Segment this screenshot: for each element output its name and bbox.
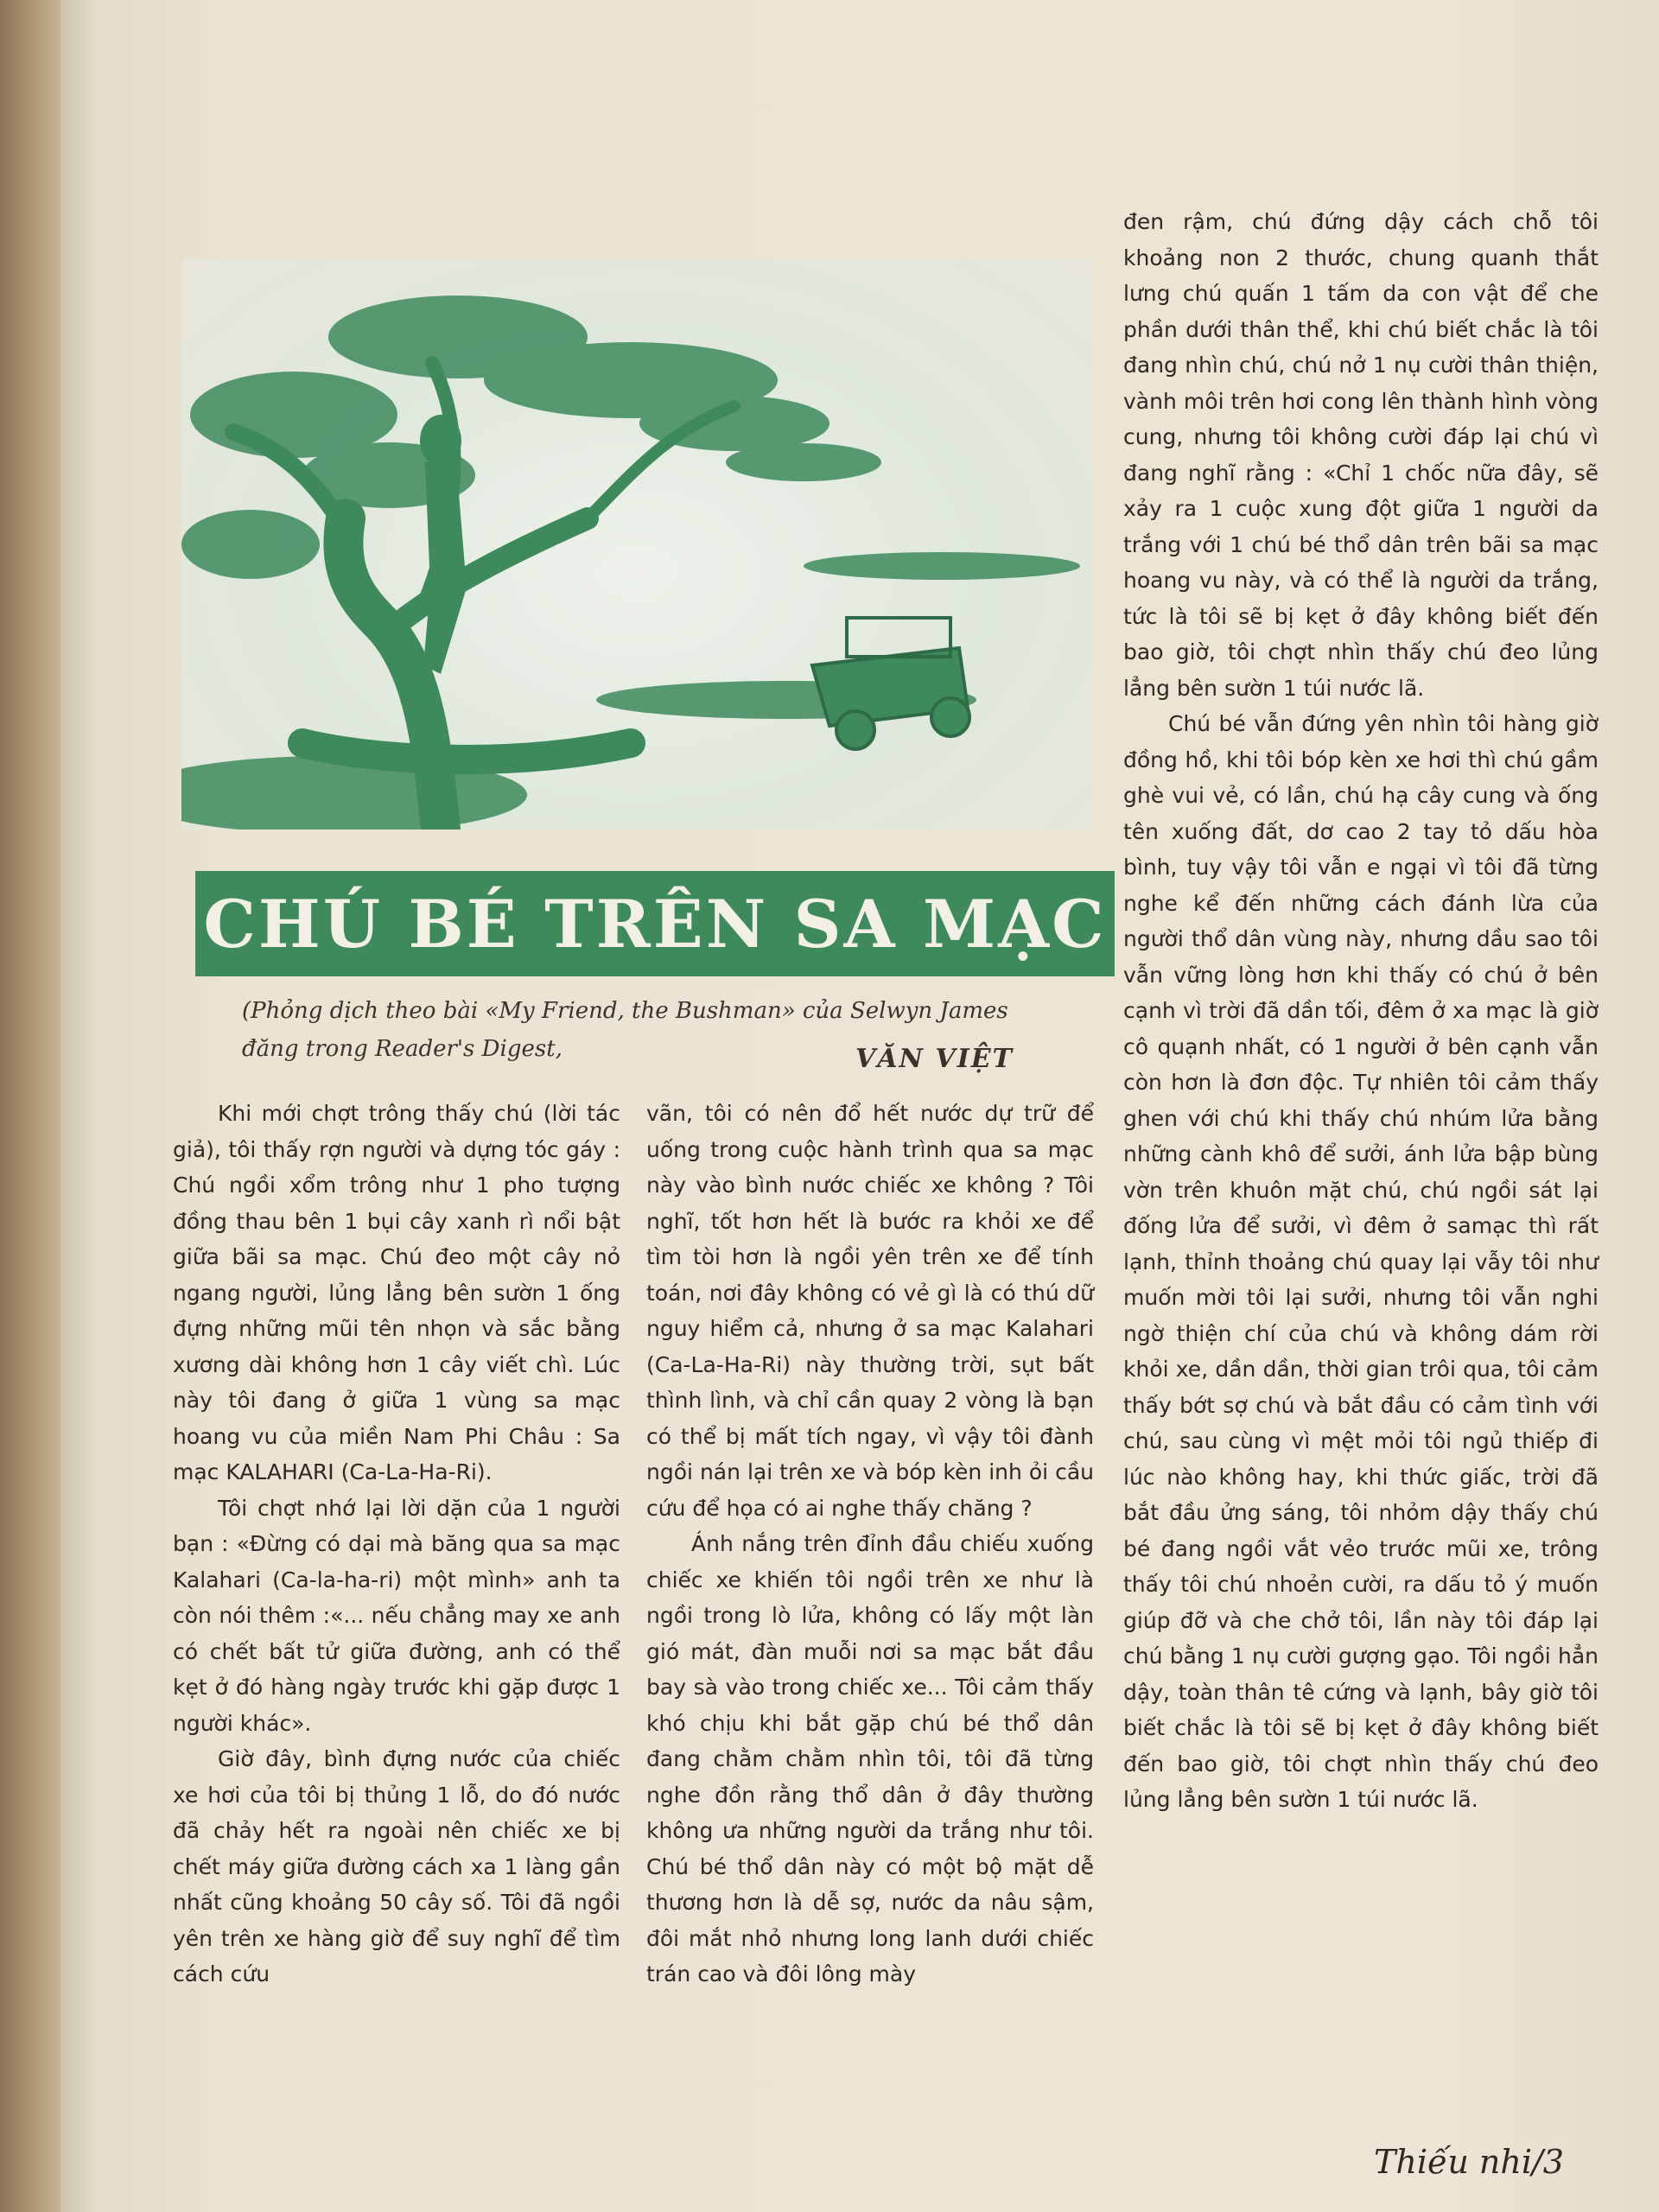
paragraph: Giờ đây, bình đựng nước của chiếc xe hơi của tôi bị thủng 1 lỗ, do đó nước đã chảy hết ra ngoài nên chiếc xe bị chết máy giữa đường cách xa 1 làng gần nhất cũng khoảng 50 cây số. Tôi đã ngồi yên trên xe hàng giờ để suy nghĩ để tìm cách cứu (173, 1746, 620, 1986)
article-column-2 (646, 1096, 1094, 1993)
paragraph: vãn, tôi có nên đổ hết nước dự trữ để uống trong cuộc hành trình qua sa mạc này vào bình nước chiếc xe không ? Tôi nghĩ, tốt hơn hết là bước ra khỏi xe để tìm tòi hơn là ngồi yên trên xe để tính toán, nơi đây không có vẻ gì là có thú dữ nguy hiểm cả, nhưng ở sa mạc Kalahari (Ca-La-Ha-Ri) này thường trời, sụt bất thình lình, và chỉ cần quay 2 vòng là bạn có thể bị mất tích ngay, vì vậy tôi đành ngồi nán lại trên xe và bóp kèn inh ỏi cầu cứu để họa có ai nghe thấy chăng ? (646, 1101, 1094, 1521)
article-column-1 (173, 1096, 620, 1993)
credit-line-1: (Phỏng dịch theo bài «My Friend, the Bushman» của Selwyn James (242, 998, 1008, 1024)
article-column-3 (1123, 204, 1599, 1818)
paragraph: Ánh nắng trên đỉnh đầu chiếu xuống chiếc xe khiến tôi ngồi trên xe như là ngồi trong lò lửa, không có lấy một làn gió mát, đàn muỗi nơi sa mạc bắt đầu bay sà vào trong chiếc xe... Tôi cảm thấy khó chịu khi bắt gặp chú bé thổ dân đang chằm chằm nhìn tôi, tôi đã từng nghe đồn rằng thổ dân ở đây thường không ưa những người da trắng như tôi. Chú bé thổ dân này có một bộ mặt dễ thương hơn là dễ sợ, nước da nâu sậm, đôi mắt nhỏ nhưng long lanh dưới chiếc trán cao và đôi lông mày (646, 1531, 1094, 1986)
author-name: VĂN VIỆT (855, 1044, 1014, 1074)
credit-line-2: đăng trong Reader's Digest, (242, 1036, 563, 1062)
article-title: CHÚ BÉ TRÊN SA MẠC (203, 885, 1107, 963)
paragraph: Tôi chợt nhớ lại lời dặn của 1 người bạn : «Đừng có dại mà băng qua sa mạc Kalahari (Ca-la-ha-ri) một mình» anh ta còn nói thêm :«... nếu chẳng may xe anh có chết bất tử giữa đường, anh có thể kẹt ở đó hàng ngày trước khi gặp được 1 người khác». (173, 1495, 620, 1736)
paragraph: Khi mới chợt trông thấy chú (lời tác giả), tôi thấy rợn người và dựng tóc gáy : Chú ngồi xổm trông như 1 pho tượng đồng thau bên 1 bụi cây xanh rì nổi bật giữa bãi sa mạc. Chú đeo một cây nỏ ngang người, lủng lẳng bên sườn 1 ống đựng những mũi tên nhọn và sắc bằng xương dài không hơn 1 cây viết chì. Lúc này tôi đang ở giữa 1 vùng sa mạc hoang vu của miền Nam Phi Châu : Sa mạc KALAHARI (Ca-La-Ha-Ri). (173, 1101, 620, 1484)
book-spine (0, 0, 60, 2212)
paragraph: đen rậm, chú đứng dậy cách chỗ tôi khoảng non 2 thước, chung quanh thắt lưng chú quấn 1 tấm da con vật để che phần dưới thân thể, khi chú biết chắc là tôi đang nhìn chú, chú nở 1 nụ cười thân thiện, vành môi trên hơi cong lên thành hình vòng cung, nhưng tôi không cười đáp lại chú vì đang nghĩ rằng : «Chỉ 1 chốc nữa đây, sẽ xảy ra 1 cuộc xung đột giữa 1 người da trắng với 1 chú bé thổ dân trên bãi sa mạc hoang vu này, và có thể là người da trắng, tức là tôi sẽ bị kẹt ở đây không biết đến bao giờ, tôi chợt nhìn thấy chú đeo lủng lẳng bên sườn 1 túi nước lã. (1123, 209, 1599, 701)
article-illustration (181, 259, 1093, 830)
article-title-banner (195, 871, 1115, 976)
paragraph: Chú bé vẫn đứng yên nhìn tôi hàng giờ đồng hồ, khi tôi bóp kèn xe hơi thì chú gầm ghè vui vẻ, có lần, chú hạ cây cung và ống tên xuống đất, dơ cao 2 tay tỏ dấu hòa bình, tuy vậy tôi vẫn e ngại vì tôi đã từng nghe kể đến những cách đánh lừa của người thổ dân vùng này, nhưng dầu sao tôi vẫn vững lòng hơn khi thấy có chú ở bên cạnh vì trời đã dần tối, đêm ở xa mạc là giờ cô quạnh nhất, có 1 người ở bên cạnh vẫn còn hơn là đơn độc. Tự nhiên tôi cảm thấy ghen với chú khi thấy chú nhúm lửa bằng những cành khô để sưởi, ánh lửa bập bùng vờn trên khuôn mặt chú, chú ngồi sát lại đống lửa để sưởi, vì đêm ở samạc thì rất lạnh, thỉnh thoảng chú quay lại vẫy tôi như muốn mời tôi lại sưởi, nhưng tôi vẫn nghi ngờ thiện chí của chú và không dám rời khỏi xe, dần dần, thời gian trôi qua, tôi cảm thấy bớt sợ chú và bắt đầu có cảm tình với chú, sau cùng vì mệt mỏi tôi ngủ thiếp đi lúc nào không hay, khi thức giấc, trời đã bắt đầu ửng sáng, tôi nhỏm dậy thấy chú bé đang ngồi vắt vẻo trước mũi xe, trông thấy tôi chú nhoẻn cười, ra dấu tỏ ý muốn giúp đỡ và che chở tôi, lần này tôi đáp lại chú bằng 1 nụ cười gượng gạo. Tôi ngồi hẳn dậy, toàn thân tê cứng và lạnh, bây giờ tôi biết chắc là tôi sẽ bị kẹt ở đây không biết đến bao giờ, tôi chợt nhìn thấy chú đeo lủng lẳng bên sườn 1 túi nước lã. (1123, 711, 1599, 1812)
page-number-footer: Thiếu nhi/3 (1374, 2143, 1564, 2181)
